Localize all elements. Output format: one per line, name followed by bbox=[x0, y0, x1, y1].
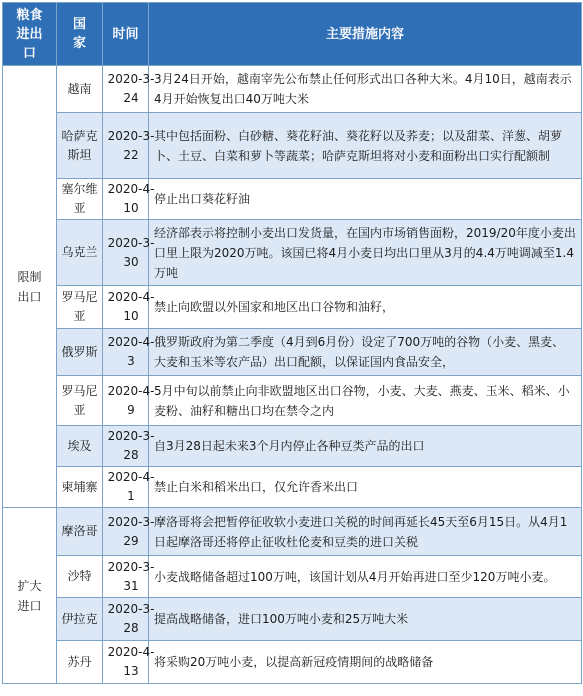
country-cell: 苏丹 bbox=[57, 641, 103, 684]
country-cell: 埃及 bbox=[57, 426, 103, 467]
date-cell: 2020-4-1 bbox=[103, 467, 149, 508]
country-cell: 哈萨克斯坦 bbox=[57, 113, 103, 179]
measure-cell: 摩洛哥将会把暂停征收软小麦进口关税的时间再延长45天至6月15日。从4月1日起摩洛哥还将停止征收杜伦麦和豆类的进口关税 bbox=[149, 508, 582, 556]
table-row bbox=[3, 286, 582, 329]
table-row bbox=[3, 220, 582, 286]
country-cell: 塞尔维亚 bbox=[57, 179, 103, 220]
measure-cell: 禁止向欧盟以外国家和地区出口谷物和油籽， bbox=[149, 286, 582, 329]
table-row bbox=[3, 556, 582, 598]
header-row bbox=[3, 3, 582, 66]
header-category: 粮食进出口 bbox=[3, 3, 57, 66]
country-cell: 伊拉克 bbox=[57, 598, 103, 641]
table-row bbox=[3, 376, 582, 426]
measure-cell: 俄罗斯政府为第二季度（4月到6月份）设定了700万吨的谷物（小麦、黑麦、大麦和玉米等农产品）出口配额，以保证国内食品安全， bbox=[149, 329, 582, 376]
measure-cell: 其中包括面粉、白砂糖、葵花籽油、葵花籽以及荞麦；以及甜菜、洋葱、胡萝卜、土豆、白菜和萝卜等蔬菜；哈萨克斯坦将对小麦和面粉出口实行配额制 bbox=[149, 113, 582, 179]
date-cell: 2020-4-3 bbox=[103, 329, 149, 376]
date-cell: 2020-3-29 bbox=[103, 508, 149, 556]
date-cell: 2020-4-10 bbox=[103, 179, 149, 220]
category-cell-restrict-export: 限制出口 bbox=[3, 66, 57, 508]
table-row bbox=[3, 329, 582, 376]
table-row bbox=[3, 179, 582, 220]
measure-cell: 5月中旬以前禁止向非欧盟地区出口谷物，小麦、大麦、燕麦、玉米、稻米、小麦粉、油籽和糖出口均在禁令之内 bbox=[149, 376, 582, 426]
header-time: 时间 bbox=[103, 3, 149, 66]
measure-cell: 禁止白米和稻米出口，仅允许香米出口 bbox=[149, 467, 582, 508]
measures-table bbox=[2, 2, 582, 684]
country-cell: 沙特 bbox=[57, 556, 103, 598]
measure-cell: 停止出口葵花籽油 bbox=[149, 179, 582, 220]
measure-cell: 提高战略储备，进口100万吨小麦和25万吨大米 bbox=[149, 598, 582, 641]
date-cell: 2020-3-28 bbox=[103, 598, 149, 641]
country-cell: 罗马尼亚 bbox=[57, 286, 103, 329]
measure-cell: 3月24日开始，越南宰先公布禁止任何形式出口各种大米。4月10日，越南表示4月开始恢复出口40万吨大米 bbox=[149, 66, 582, 113]
date-cell: 2020-3-24 bbox=[103, 66, 149, 113]
measure-cell: 自3月28日起未来3个月内停止各种豆类产品的出口 bbox=[149, 426, 582, 467]
country-cell: 俄罗斯 bbox=[57, 329, 103, 376]
table-row bbox=[3, 113, 582, 179]
table-row bbox=[3, 508, 582, 556]
category-cell-expand-import: 扩大进口 bbox=[3, 508, 57, 684]
table-row bbox=[3, 66, 582, 113]
measure-cell: 经济部表示将控制小麦出口发货量，在国内市场销售面粉，2019/20年度小麦出口里上限为2020万吨。该国已将4月小麦日均出口里从3月的4.4万吨调减至1.4万吨 bbox=[149, 220, 582, 286]
country-cell: 柬埔寨 bbox=[57, 467, 103, 508]
measure-cell: 小麦战略储备超过100万吨，该国计划从4月开始再进口至少120万吨小麦。 bbox=[149, 556, 582, 598]
table-row bbox=[3, 598, 582, 641]
header-measure: 主要措施内容 bbox=[149, 3, 582, 66]
date-cell: 2020-3-30 bbox=[103, 220, 149, 286]
country-cell: 越南 bbox=[57, 66, 103, 113]
date-cell: 2020-3-28 bbox=[103, 426, 149, 467]
country-cell: 摩洛哥 bbox=[57, 508, 103, 556]
date-cell: 2020-3-22 bbox=[103, 113, 149, 179]
date-cell: 2020-4-13 bbox=[103, 641, 149, 684]
date-cell: 2020-4-9 bbox=[103, 376, 149, 426]
measure-cell: 将采购20万吨小麦，以提高新冠疫情期间的战略储备 bbox=[149, 641, 582, 684]
table-row bbox=[3, 426, 582, 467]
table-row bbox=[3, 467, 582, 508]
date-cell: 2020-3-31 bbox=[103, 556, 149, 598]
header-country: 国家 bbox=[57, 3, 103, 66]
country-cell: 罗马尼亚 bbox=[57, 376, 103, 426]
country-cell: 乌克兰 bbox=[57, 220, 103, 286]
table-row bbox=[3, 641, 582, 684]
date-cell: 2020-4-10 bbox=[103, 286, 149, 329]
